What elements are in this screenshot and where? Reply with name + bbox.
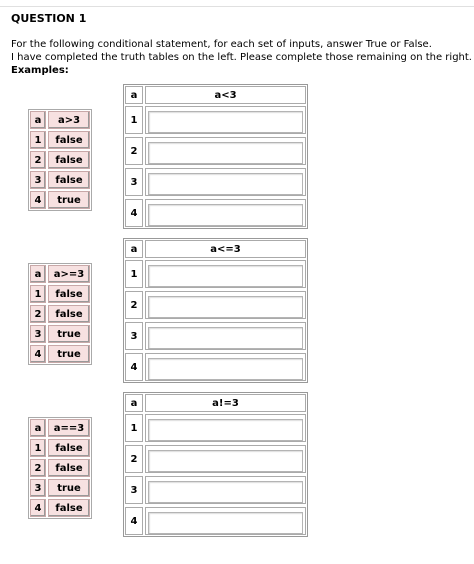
table-row [125,291,306,319]
table-row [125,414,306,442]
row-a-value: 1 [125,260,143,288]
cell-value: false [48,285,90,303]
cell-a: 3 [30,479,46,497]
cell-value: false [48,439,90,457]
table-row [125,137,306,165]
cell-a: 1 [30,285,46,303]
answer-cell [145,137,306,165]
row-a-value: 3 [125,168,143,196]
row-a-value: 2 [125,291,143,319]
table-header [125,86,306,104]
cell-a: 2 [30,305,46,323]
cell-value: false [48,171,90,189]
table-header [125,394,306,412]
answer-cell [145,445,306,473]
cell-a: 3 [30,171,46,189]
table-row [125,445,306,473]
example-table-ge3 [28,263,92,365]
cell-a: 4 [30,499,46,517]
header-expr: a==3 [48,419,90,437]
table-row [125,106,306,134]
table-row [125,199,306,227]
row-a-value: 4 [125,199,143,227]
table-row [125,507,306,535]
table-row [125,260,306,288]
answer-input[interactable] [148,204,303,226]
header-expr: a<3 [145,86,306,104]
cell-value: false [48,499,90,517]
answer-cell [145,507,306,535]
answer-cell [145,260,306,288]
cell-value: true [48,325,90,343]
table-row [125,476,306,504]
header-a: a [125,86,143,104]
cell-a: 2 [30,151,46,169]
answer-input[interactable] [148,142,303,164]
table-row [30,151,90,169]
table-header [125,240,306,258]
table-row [30,499,90,517]
answer-input[interactable] [148,358,303,380]
header-expr: a<=3 [145,240,306,258]
table-header [30,419,90,437]
examples-label: Examples: [11,65,69,76]
table-header [30,111,90,129]
table-row [30,439,90,457]
answer-table-ne3 [123,392,308,537]
answer-input[interactable] [148,327,303,349]
cell-value: true [48,191,90,209]
answer-cell [145,291,306,319]
cell-value: false [48,459,90,477]
cell-value: false [48,305,90,323]
answer-cell [145,168,306,196]
cell-a: 4 [30,191,46,209]
row-a-value: 4 [125,353,143,381]
header-expr: a>3 [48,111,90,129]
row-a-value: 1 [125,106,143,134]
answer-input[interactable] [148,296,303,318]
table-row [30,345,90,363]
table-row [30,285,90,303]
answer-table-lt3 [123,84,308,229]
cell-value: false [48,131,90,149]
cell-value: false [48,151,90,169]
header-a: a [125,240,143,258]
table-row [30,479,90,497]
table-row [30,305,90,323]
row-a-value: 2 [125,137,143,165]
row-a-value: 2 [125,445,143,473]
answer-input[interactable] [148,481,303,503]
cell-a: 1 [30,131,46,149]
row-a-value: 1 [125,414,143,442]
table-row [30,325,90,343]
table-row [30,131,90,149]
header-expr: a!=3 [145,394,306,412]
example-table-gt3 [28,109,92,211]
cell-a: 2 [30,459,46,477]
answer-table-le3 [123,238,308,383]
header-a: a [30,265,46,283]
header-expr: a>=3 [48,265,90,283]
instruction-line-2: I have completed the truth tables on the left. Please complete those remaining on the right. [11,52,472,63]
cell-a: 1 [30,439,46,457]
answer-cell [145,322,306,350]
cell-a: 4 [30,345,46,363]
answer-cell [145,199,306,227]
cell-value: true [48,345,90,363]
example-table-eq3 [28,417,92,519]
table-row [125,322,306,350]
answer-input[interactable] [148,265,303,287]
row-a-value: 3 [125,476,143,504]
cell-value: true [48,479,90,497]
row-a-value: 4 [125,507,143,535]
answer-cell [145,476,306,504]
table-row [30,171,90,189]
answer-input[interactable] [148,111,303,133]
header-a: a [30,419,46,437]
answer-input[interactable] [148,173,303,195]
header-a: a [125,394,143,412]
answer-input[interactable] [148,450,303,472]
table-row [125,168,306,196]
table-row [30,459,90,477]
cell-a: 3 [30,325,46,343]
answer-cell [145,353,306,381]
top-divider [0,6,474,7]
answer-input[interactable] [148,419,303,441]
question-title: QUESTION 1 [11,12,87,25]
table-row [30,191,90,209]
table-row [125,353,306,381]
answer-input[interactable] [148,512,303,534]
header-a: a [30,111,46,129]
answer-cell [145,414,306,442]
answer-cell [145,106,306,134]
row-a-value: 3 [125,322,143,350]
table-header [30,265,90,283]
instruction-line-1: For the following conditional statement, for each set of inputs, answer True or False. [11,39,432,50]
